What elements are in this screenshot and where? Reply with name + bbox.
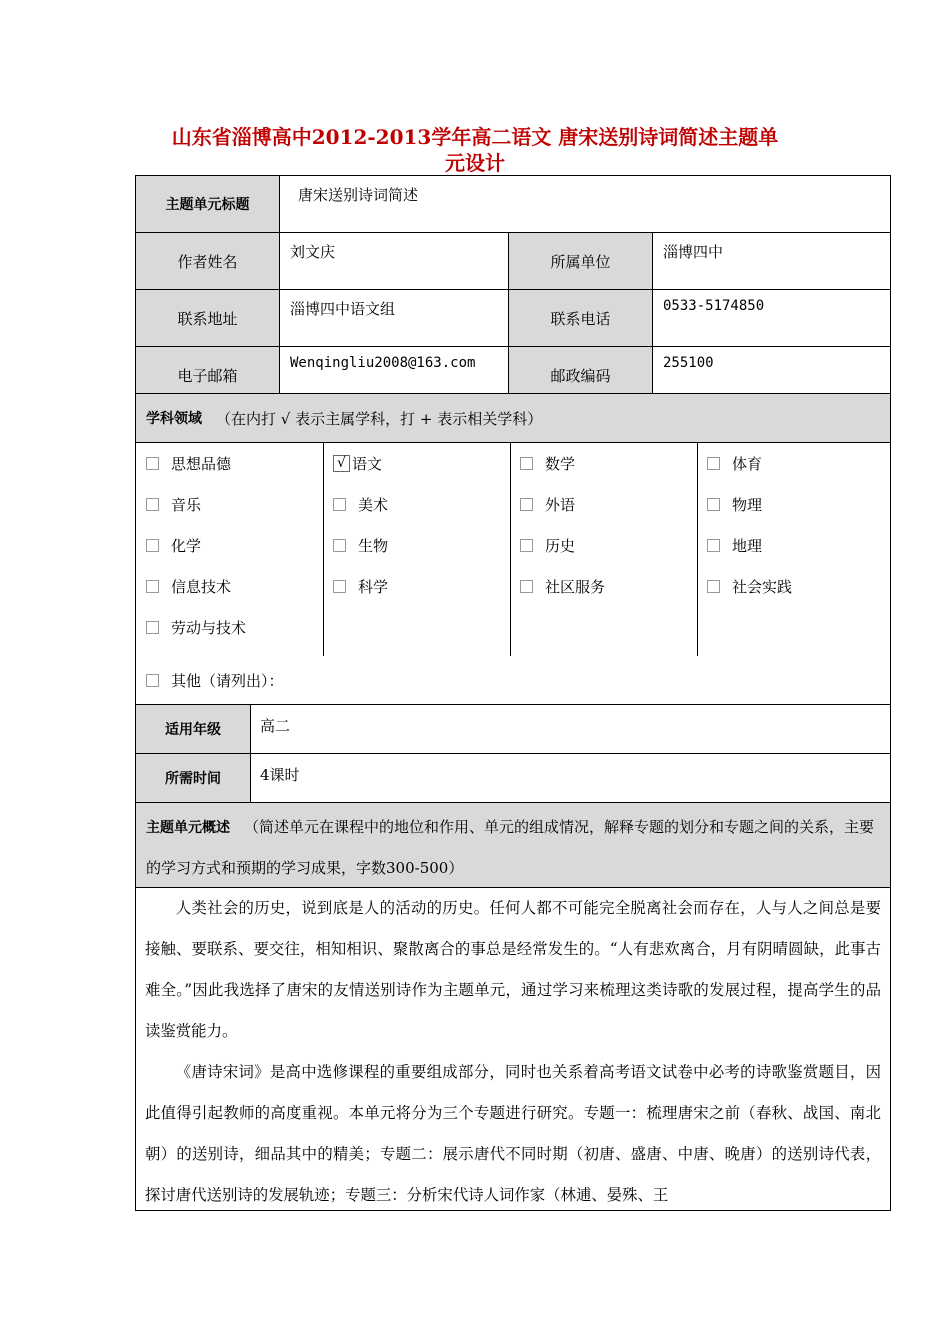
subject-label: 劳动与技术 (171, 619, 247, 637)
subject-item[interactable] (510, 566, 697, 607)
subject-grid (136, 443, 890, 656)
subject-label: 历史 (545, 537, 576, 555)
subject-label: 语文 (352, 455, 383, 473)
subject-item[interactable] (697, 443, 884, 484)
subject-label: 数学 (545, 455, 576, 473)
subject-item[interactable] (323, 525, 510, 566)
subject-label: 思想品德 (171, 455, 232, 473)
subject-checkbox[interactable] (146, 539, 159, 552)
subject-checkbox[interactable] (520, 539, 533, 552)
zip-value: 255100 (653, 347, 891, 404)
subject-label: 社区服务 (545, 578, 606, 596)
subject-label: 社会实践 (732, 578, 793, 596)
title-line-2: 元设计 (445, 151, 505, 175)
unit-value: 淄博四中 (653, 233, 891, 290)
subject-item[interactable] (136, 443, 323, 484)
subject-item[interactable] (510, 484, 697, 525)
subject-checkbox[interactable] (707, 498, 720, 511)
subject-column (323, 443, 511, 656)
subject-label: 体育 (732, 455, 763, 473)
subject-column (510, 443, 698, 656)
author-label: 作者姓名 (136, 233, 280, 290)
subject-item[interactable] (510, 443, 697, 484)
subject-item[interactable] (323, 566, 510, 607)
subject-checkbox[interactable] (520, 457, 533, 470)
subject-label: 物理 (732, 496, 763, 514)
subject-item[interactable] (510, 525, 697, 566)
subject-item[interactable] (136, 607, 323, 648)
subject-checkbox[interactable] (146, 457, 159, 470)
overview-note: （简述单元在课程中的地位和作用、单元的组成情况，解释专题的划分和专题之间的关系，主要的学习方式和预期的学习成果，字数300-500） (146, 818, 875, 877)
overview-label: 主题单元概述 (146, 820, 230, 836)
time-row (136, 753, 890, 802)
subject-item[interactable] (323, 484, 510, 525)
subject-checkbox[interactable] (146, 621, 159, 634)
subject-label: 科学 (358, 578, 389, 596)
unit-design-box (135, 393, 891, 1211)
topic-label: 主题单元标题 (136, 176, 280, 233)
other-subject-label: 其他（请列出）： (171, 671, 284, 690)
subject-item[interactable] (697, 566, 884, 607)
time-value: 4课时 (260, 766, 300, 784)
subject-checkbox[interactable] (520, 580, 533, 593)
subject-area-label: 学科领域 (146, 411, 202, 427)
phone-value: 0533-5174850 (653, 290, 891, 347)
subject-item[interactable] (136, 484, 323, 525)
subject-checkbox[interactable] (707, 539, 720, 552)
document-title (130, 124, 820, 176)
subject-checkbox[interactable] (333, 539, 346, 552)
email-label: 电子邮箱 (136, 347, 280, 404)
subject-item[interactable] (697, 484, 884, 525)
overview-body (136, 888, 890, 1216)
author-value: 刘文庆 (280, 233, 509, 290)
subject-checkbox[interactable] (146, 580, 159, 593)
subject-area-header (136, 394, 890, 443)
subject-checkbox[interactable]: √ (333, 455, 350, 472)
subject-checkbox[interactable] (520, 498, 533, 511)
subject-item[interactable] (323, 443, 510, 484)
subject-column (136, 443, 324, 656)
subject-item[interactable] (136, 525, 323, 566)
email-value: Wenqingliu2008@163.com (280, 347, 509, 404)
subject-checkbox[interactable] (146, 498, 159, 511)
subject-item[interactable] (697, 525, 884, 566)
subject-label: 生物 (358, 537, 389, 555)
address-value: 淄博四中语文组 (280, 290, 509, 347)
unit-label: 所属单位 (509, 233, 653, 290)
subject-label: 信息技术 (171, 578, 232, 596)
info-table (135, 175, 891, 404)
phone-label: 联系电话 (509, 290, 653, 347)
other-checkbox[interactable] (146, 674, 159, 687)
subject-item[interactable] (136, 566, 323, 607)
subject-area-note: （在内打 √ 表示主属学科，打 + 表示相关学科） (216, 409, 543, 428)
subject-checkbox[interactable] (333, 580, 346, 593)
overview-header (136, 802, 890, 888)
zip-label: 邮政编码 (509, 347, 653, 404)
subject-label: 化学 (171, 537, 202, 555)
topic-value: 唐宋送别诗词简述 (280, 176, 891, 233)
other-subject-row[interactable] (136, 656, 890, 704)
time-label: 所需时间 (136, 754, 251, 802)
grade-row (136, 704, 890, 753)
grade-value: 高二 (260, 717, 291, 735)
subject-label: 音乐 (171, 496, 202, 514)
subject-checkbox[interactable] (707, 580, 720, 593)
subject-checkbox[interactable] (707, 457, 720, 470)
subject-checkbox[interactable] (333, 498, 346, 511)
overview-paragraph: 人类社会的历史，说到底是人的活动的历史。任何人都不可能完全脱离社会而存在，人与人之间总是要接触、要联系、要交往，相知相识、聚散离合的事总是经常发生的。“人有悲欢离合，月有阴晴圆缺，此事古难全。”因此我选择了唐宋的友情送别诗作为主题单元，通过学习来梳理这类诗歌的发展过程，提高学生的品读鉴赏能力。 (145, 899, 881, 1040)
address-label: 联系地址 (136, 290, 280, 347)
subject-label: 外语 (545, 496, 576, 514)
subject-label: 地理 (732, 537, 763, 555)
title-line-1: 山东省淄博高中2012-2013学年高二语文 唐宋送别诗词简述主题单 (171, 125, 779, 149)
grade-label: 适用年级 (136, 705, 251, 753)
subject-label: 美术 (358, 496, 389, 514)
overview-paragraph: 《唐诗宋词》是高中选修课程的重要组成部分，同时也关系着高考语文试卷中必考的诗歌鉴赏题目，因此值得引起教师的高度重视。本单元将分为三个专题进行研究。专题一：梳理唐宋之前（春秋、战国、南北朝）的送别诗，细品其中的精美；专题二：展示唐代不同时期（初唐、盛唐、中唐、晚唐）的送别诗代表，探讨唐代送别诗的发展轨迹；专题三：分析宋代诗人词作家（林逋、晏殊、王 (145, 1063, 881, 1204)
subject-column (697, 443, 884, 656)
